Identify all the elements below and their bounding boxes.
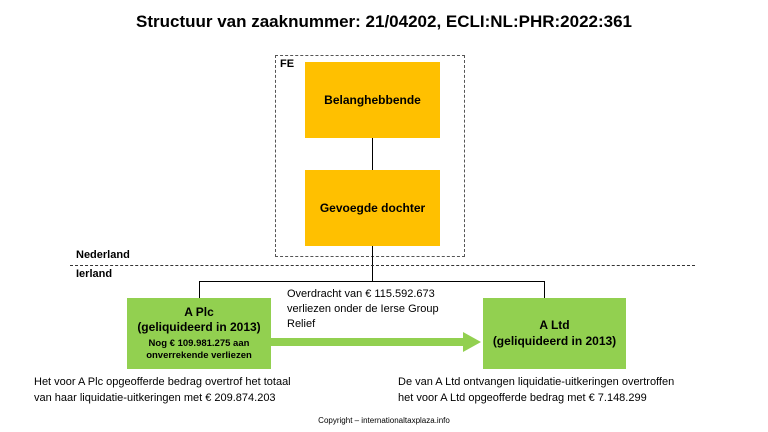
gevoegde-dochter-label: Gevoegde dochter: [319, 201, 426, 215]
page-title: Structuur van zaaknummer: 21/04202, ECLI:NL:PHR:2022:361: [135, 12, 632, 31]
transfer-line2: verliezen onder de Ierse Group: [287, 302, 439, 315]
country-label-ierland: Ierland: [76, 268, 113, 280]
transfer-line1: Overdracht van € 115.592.673: [287, 288, 435, 300]
a-plc-note-line2: onverrekende verliezen: [146, 350, 252, 361]
a-ltd-description: [398, 375, 674, 407]
a-plc-losses-note: [146, 338, 252, 363]
a-plc-status: (geliquideerd in 2013): [137, 319, 261, 334]
copyright-notice: Copyright – internationaltaxplaza.info: [318, 416, 450, 425]
fe-label: FE: [280, 58, 295, 70]
a-ltd-box: [483, 298, 626, 369]
belanghebbende-box: [305, 62, 440, 138]
belanghebbende-label: Belanghebbende: [324, 93, 421, 107]
a-plc-description: [34, 375, 291, 407]
transfer-line3: Relief: [287, 317, 316, 330]
connector-dochter-down: [372, 246, 373, 281]
a-plc-name: A Plc: [184, 304, 214, 319]
a-ltd-desc-line1: De van A Ltd ontvangen liquidatie-uitkeringen overtroffen: [398, 376, 675, 388]
connector-to-altd: [544, 281, 545, 298]
a-plc-desc-line1: Het voor A Plc opgeofferde bedrag overtrof het totaal: [34, 376, 291, 388]
a-plc-note-line1: Nog € 109.981.275 aan: [148, 337, 250, 349]
a-plc-box: [127, 298, 271, 369]
country-border-line: [70, 265, 695, 266]
a-ltd-status: (geliquideerd in 2013): [492, 333, 617, 348]
transfer-arrow: [271, 330, 483, 354]
connector-belang-dochter: [372, 138, 373, 170]
a-ltd-name: A Ltd: [539, 317, 570, 332]
a-ltd-desc-line2: het voor A Ltd opgeofferde bedrag met € 7.148.299: [398, 391, 647, 404]
country-label-nederland: Nederland: [76, 249, 130, 261]
connector-to-aplc: [199, 281, 200, 298]
gevoegde-dochter-box: [305, 170, 440, 246]
transfer-label: [287, 287, 487, 332]
a-plc-desc-line2: van haar liquidatie-uitkeringen met € 209.874.203: [34, 391, 276, 404]
connector-horizontal: [199, 281, 545, 282]
